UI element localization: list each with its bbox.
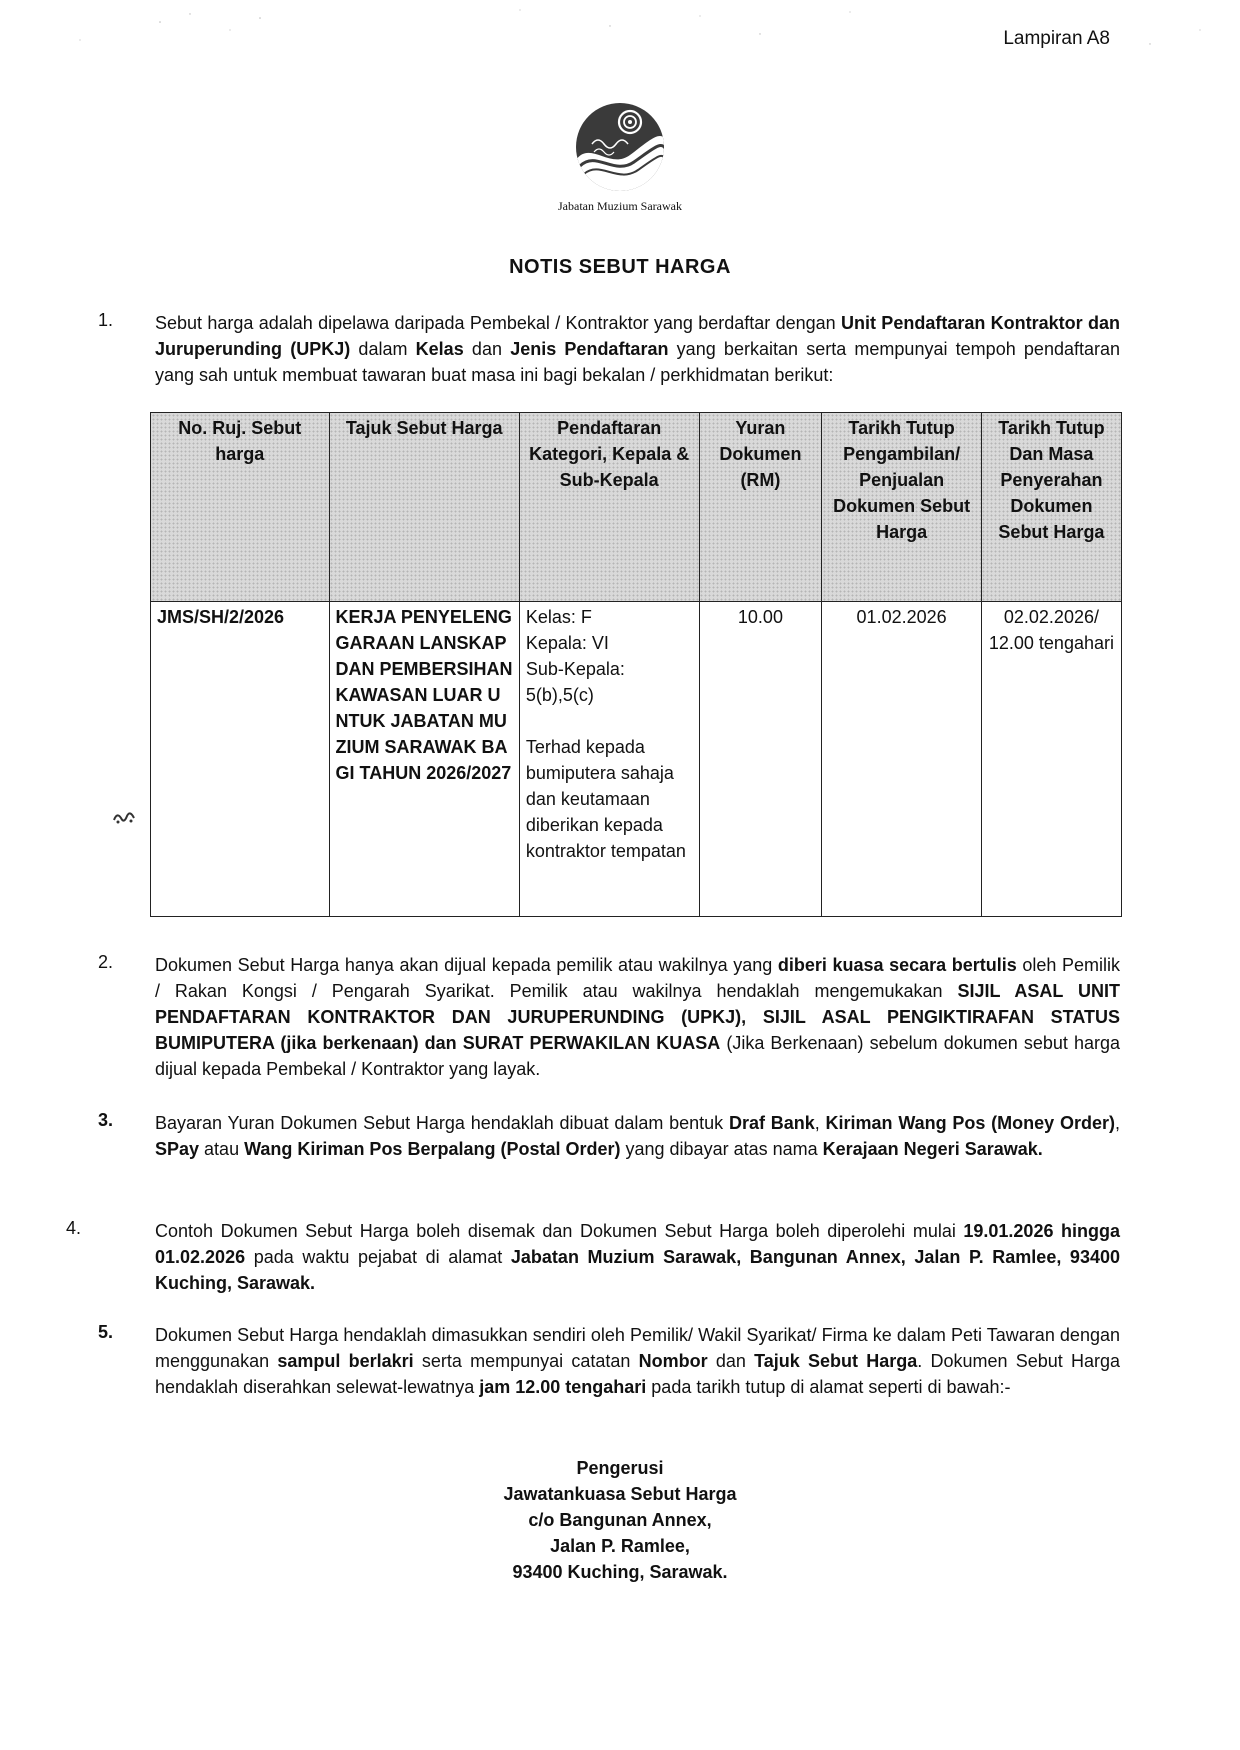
cell-tajuk: KERJA PENYELENGGARAAN LANSKAP DAN PEMBERSIHAN KAWASAN LUAR UNTUK JABATAN MUZIUM SARAWAK BAGI TAHUN 2026/2027	[329, 602, 519, 917]
para-5-bold: sampul berlakri	[277, 1351, 414, 1371]
para-5-text: Dokumen Sebut Harga hendaklah dimasukkan sendiri oleh Pemilik/ Wakil Syarikat/ Firma ke dalam Peti Tawaran dengan menggunakan	[155, 1325, 1120, 1371]
cell-kepala: Kepala: VI	[525, 633, 609, 653]
page-title: NOTIS SEBUT HARGA	[509, 256, 731, 278]
para-5-number: 5.	[98, 1322, 114, 1342]
para-1-text: yang berkaitan serta mempunyai tempoh pendaftaran yang sah untuk membuat tawaran buat masa ini bagi bekalan / perkhidmatan berikut:	[155, 339, 1121, 385]
para-3-text: Bayaran Yuran Dokumen Sebut Harga hendaklah dibuat dalam bentuk	[155, 1113, 729, 1133]
header-yuran: Yuran Dokumen (RM)	[699, 413, 822, 602]
para-2-text: Dokumen Sebut Harga hanya akan dijual kepada pemilik atau wakilnya yang	[155, 955, 778, 975]
para-2-bold: diberi kuasa secara bertulis	[777, 955, 1017, 975]
para-1-number: 1.	[98, 310, 114, 330]
cell-subkepala: Sub-Kepala: 5(b),5(c)	[525, 659, 625, 705]
para-2-text: (Jika Berkenaan) sebelum dokumen sebut harga dijual kepada Pembekal / Kontraktor yang layak.	[155, 1033, 1120, 1079]
para-4-text: Contoh Dokumen Sebut Harga boleh disemak dan Dokumen Sebut Harga boleh diperolehi mulai	[155, 1221, 964, 1241]
museum-logo-icon	[570, 100, 670, 195]
para-1-bold: Kelas	[415, 339, 464, 359]
logo-caption: Jabatan Muzium Sarawak	[558, 199, 682, 213]
para-3-bold: SPay	[155, 1139, 200, 1159]
para-3-bold: Kerajaan Negeri Sarawak.	[822, 1139, 1043, 1159]
para-4-bold: 19.01.2026 hingga 01.02.2026	[155, 1221, 1120, 1267]
para-5-text: pada tarikh tutup di alamat seperti di bawah:-	[646, 1377, 1011, 1397]
para-1-bold: Jenis Pendaftaran	[510, 339, 669, 359]
para-2-number: 2.	[98, 952, 114, 972]
para-4-bold: Jabatan Muzium Sarawak, Bangunan Annex, Jalan P. Ramlee, 93400 Kuching, Sarawak.	[155, 1247, 1120, 1293]
para-1-text: dalam	[350, 339, 416, 359]
para-5-text: dan	[707, 1351, 755, 1371]
para-1-text: dan	[463, 339, 511, 359]
cell-kelas: Kelas: F	[525, 607, 592, 627]
para-3-text: yang dibayar atas nama	[620, 1139, 823, 1159]
para-3-bold: Kiriman Wang Pos (Money Order)	[825, 1113, 1115, 1133]
para-2-bold: SIJIL ASAL UNIT PENDAFTARAN KONTRAKTOR DAN JURUPERUNDING (UPKJ), SIJIL ASAL PENGIKTIRAFAN STATUS BUMIPUTERA (jika berkenaan) dan SURAT PERWAKILAN KUASA	[155, 981, 1120, 1053]
header-tarikh-jual: Tarikh Tutup Pengambilan/ Penjualan Dokumen Sebut Harga	[822, 413, 982, 602]
header-pendaftaran: Pendaftaran Kategori, Kepala & Sub-Kepala	[519, 413, 699, 602]
para-2	[155, 952, 1120, 1082]
para-3-number: 3.	[98, 1110, 114, 1130]
cell-yuran: 10.00	[699, 602, 822, 917]
para-4	[155, 1218, 1120, 1296]
para-5-text: . Dokumen Sebut Harga hendaklah diserahkan selewat-lewatnya	[155, 1351, 1121, 1397]
header-ruj: No. Ruj. Sebut harga	[151, 413, 330, 602]
logo-block	[0, 100, 1240, 214]
para-3-bold: Wang Kiriman Pos Berpalang (Postal Order)	[244, 1139, 621, 1159]
para-5-bold: Tajuk Sebut Harga	[754, 1351, 918, 1371]
address-line: Pengerusi	[576, 1458, 664, 1478]
address-line: 93400 Kuching, Sarawak.	[512, 1562, 728, 1582]
para-1-text: Sebut harga adalah dipelawa daripada Pembekal / Kontraktor yang berdaftar dengan	[155, 313, 841, 333]
para-3-text: atau	[199, 1139, 245, 1159]
para-3-text: ,	[814, 1113, 826, 1133]
quotation-table	[150, 412, 1122, 917]
para-4-number: 4.	[66, 1218, 82, 1238]
para-4-text: pada waktu pejabat di alamat	[245, 1247, 511, 1267]
cell-pendaftaran	[519, 602, 699, 917]
table-header-row	[151, 413, 1122, 602]
address-line: c/o Bangunan Annex,	[528, 1510, 712, 1530]
para-3-text: ,	[1114, 1113, 1120, 1133]
para-5-bold: Nombor	[638, 1351, 708, 1371]
para-5	[155, 1322, 1120, 1400]
table-row	[151, 602, 1122, 917]
cell-terhad: Terhad kepada bumiputera sahaja dan keutamaan diberikan kepada kontraktor tempatan	[525, 737, 686, 861]
cell-ruj: JMS/SH/2/2026	[151, 602, 330, 917]
address-line: Jalan P. Ramlee,	[550, 1536, 690, 1556]
scan-mark-icon	[112, 810, 138, 826]
para-5-bold: jam 12.00 tengahari	[479, 1377, 647, 1397]
address-line: Jawatankuasa Sebut Harga	[503, 1484, 737, 1504]
attachment-label: Lampiran A8	[1003, 28, 1110, 49]
address-block	[0, 1455, 1240, 1585]
cell-tarikh-jual: 01.02.2026	[822, 602, 982, 917]
header-tajuk: Tajuk Sebut Harga	[329, 413, 519, 602]
para-3	[155, 1110, 1120, 1162]
para-1-bold: Unit Pendaftaran Kontraktor dan Juruperunding (UPKJ)	[155, 313, 1120, 359]
cell-gap	[526, 708, 693, 734]
header-tarikh-tutup: Tarikh Tutup Dan Masa Penyerahan Dokumen Sebut Harga	[981, 413, 1121, 602]
para-1	[155, 310, 1120, 388]
para-3-bold: Draf Bank	[728, 1113, 815, 1133]
para-5-text: serta mempunyai catatan	[413, 1351, 639, 1371]
para-2-text: oleh Pemilik / Rakan Kongsi / Pengarah Syarikat. Pemilik atau wakilnya hendaklah mengemukakan	[155, 955, 1120, 1001]
cell-tarikh-tutup: 02.02.2026/ 12.00 tengahari	[981, 602, 1121, 917]
